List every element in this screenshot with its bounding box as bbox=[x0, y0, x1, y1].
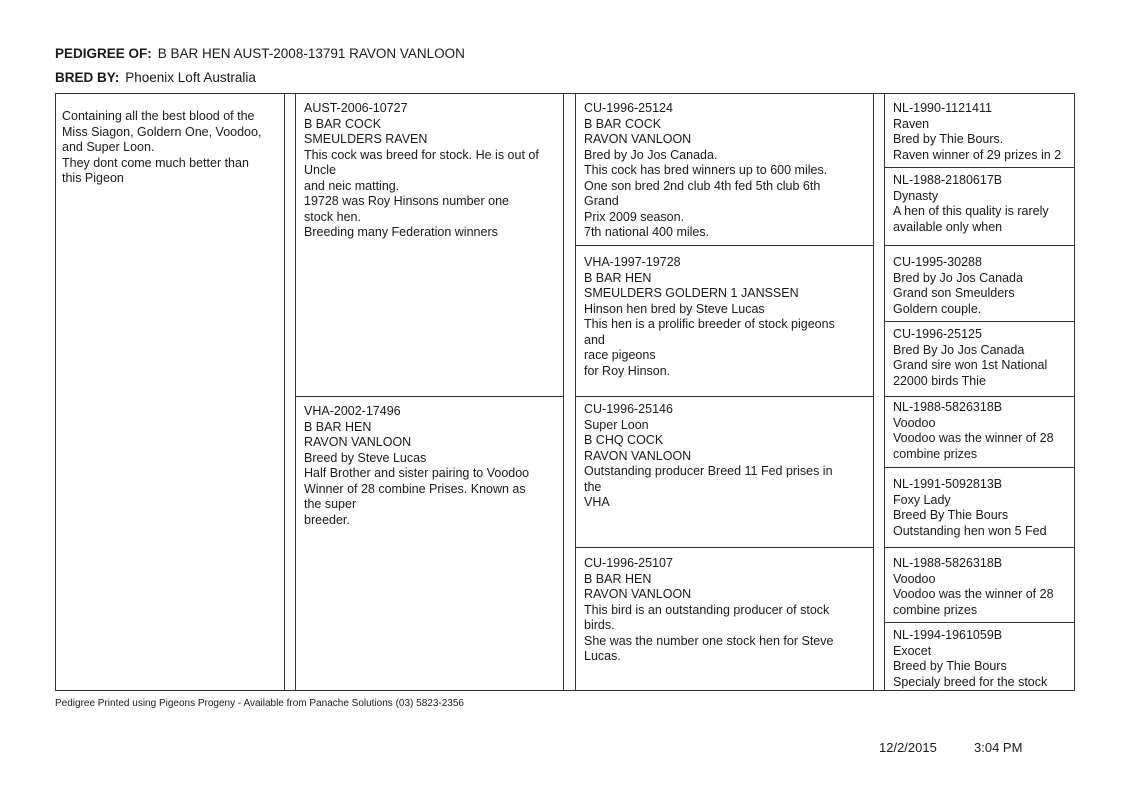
text-line: birds. bbox=[584, 618, 615, 632]
row-divider bbox=[884, 321, 1075, 322]
text-line: B BAR COCK bbox=[584, 116, 662, 131]
text-line: This bird is an outstanding producer of stock bbox=[584, 602, 830, 617]
column-divider bbox=[284, 93, 285, 691]
gen4-cell-7 bbox=[893, 556, 1073, 618]
text-line: NL-1994-1961059B bbox=[893, 628, 1003, 642]
text-line: RAVON VANLOON bbox=[304, 435, 412, 449]
text-line: Exocet bbox=[893, 643, 932, 658]
text-line: AUST-2006-10727 bbox=[304, 101, 408, 115]
text-line: Dynasty bbox=[893, 188, 939, 203]
text-line: SMEULDERS RAVEN bbox=[304, 132, 428, 146]
text-line: Half Brother and sister pairing to Voodoo bbox=[304, 466, 530, 480]
text-line: B CHQ COCK bbox=[584, 433, 664, 447]
text-line: SMEULDERS GOLDERN 1 JANSSEN bbox=[584, 286, 799, 300]
text-line: Super Loon bbox=[584, 417, 649, 432]
text-line: Breed by Thie Bours bbox=[893, 659, 1007, 673]
text-line: Grand bbox=[584, 194, 619, 208]
gen4-cell-4 bbox=[893, 327, 1073, 389]
text-line: This hen is a prolific breeder of stock pigeons bbox=[584, 317, 835, 331]
text-line: Breeding many Federation winners bbox=[304, 225, 498, 239]
text-line: Hinson hen bred by Steve Lucas bbox=[584, 301, 765, 316]
text-line: Breed by Steve Lucas bbox=[304, 450, 427, 465]
text-line: Foxy Lady bbox=[893, 492, 951, 507]
row-divider bbox=[295, 396, 563, 397]
gen4-cell-5 bbox=[893, 400, 1073, 462]
gen4-cell-1 bbox=[893, 101, 1073, 163]
text-line: Bred by Jo Jos Canada. bbox=[584, 147, 718, 162]
gen4-cell-2 bbox=[893, 173, 1073, 235]
text-line: Winner of 28 combine Prises. Known as bbox=[304, 481, 526, 496]
text-line: Uncle bbox=[304, 163, 336, 177]
text-line: Voodoo was the winner of 28 bbox=[893, 431, 1054, 445]
dam-cell bbox=[304, 404, 561, 528]
text-line: 19728 was Roy Hinsons number one bbox=[304, 194, 509, 208]
gen4-cell-6 bbox=[893, 477, 1073, 539]
text-line: NL-1991-5092813B bbox=[893, 477, 1003, 491]
text-line: NL-1990-1121411 bbox=[893, 101, 992, 115]
text-line: Bred By Jo Jos Canada bbox=[893, 342, 1025, 357]
row-divider bbox=[884, 167, 1075, 168]
bred-by-label: BRED BY: bbox=[55, 70, 120, 85]
row-divider bbox=[575, 245, 873, 246]
text-line: NL-1988-2180617B bbox=[893, 173, 1003, 187]
text-line: Prix 2009 season. bbox=[584, 209, 685, 224]
text-line: Voodoo bbox=[893, 571, 936, 586]
text-line: NL-1988-5826318B bbox=[893, 556, 1003, 570]
text-line: CU-1996-25124 bbox=[584, 101, 673, 115]
text-line: B BAR HEN bbox=[584, 270, 652, 285]
text-line: Voodoo was the winner of 28 bbox=[893, 587, 1054, 601]
pedigree-label: PEDIGREE OF: bbox=[55, 46, 152, 61]
text-line: combine prizes bbox=[893, 446, 978, 461]
subject-description bbox=[62, 109, 280, 187]
text-line: stock hen. bbox=[304, 209, 361, 224]
text-line: Voodoo bbox=[893, 415, 936, 430]
divider-tick bbox=[873, 543, 874, 551]
footer-note: Pedigree Printed using Pigeons Progeny - Available from Panache Solutions (03) 5823-2356 bbox=[55, 698, 464, 709]
gen4-cell-8 bbox=[893, 628, 1073, 690]
text-line: 22000 birds Thie bbox=[893, 373, 986, 388]
dam-dam-cell bbox=[584, 556, 871, 665]
bred-by-header bbox=[55, 70, 256, 85]
text-line: NL-1988-5826318B bbox=[893, 400, 1003, 414]
text-line: Miss Siagon, Goldern One, Voodoo, bbox=[62, 124, 262, 139]
text-line: Bred by Jo Jos Canada bbox=[893, 270, 1023, 285]
text-line: RAVON VANLOON bbox=[584, 587, 692, 601]
column-divider bbox=[563, 93, 564, 691]
text-line: This cock has bred winners up to 600 miles. bbox=[584, 163, 828, 177]
text-line: Outstanding hen won 5 Fed bbox=[893, 523, 1047, 538]
text-line: Specialy breed for the stock bbox=[893, 674, 1048, 689]
text-line: B BAR HEN bbox=[304, 419, 372, 434]
text-line: race pigeons bbox=[584, 348, 656, 362]
dam-sire-cell bbox=[584, 402, 871, 511]
text-line: available only when bbox=[893, 219, 1003, 234]
sire-sire-cell bbox=[584, 101, 871, 241]
text-line: Lucas. bbox=[584, 649, 621, 663]
text-line: This cock was breed for stock. He is out of bbox=[304, 147, 539, 162]
text-line: Grand son Smeulders bbox=[893, 286, 1015, 300]
column-divider bbox=[295, 93, 296, 691]
text-line: for Roy Hinson. bbox=[584, 363, 671, 378]
text-line: RAVON VANLOON bbox=[584, 132, 692, 146]
text-line: RAVON VANLOON bbox=[584, 448, 692, 463]
text-line: and Super Loon. bbox=[62, 140, 155, 154]
text-line: They dont come much better than bbox=[62, 155, 249, 170]
pedigree-header bbox=[55, 46, 465, 61]
text-line: Grand sire won 1st National bbox=[893, 358, 1048, 372]
row-divider bbox=[575, 547, 873, 548]
row-divider bbox=[575, 396, 873, 397]
divider-tick bbox=[873, 241, 874, 249]
print-date: 12/2/2015 bbox=[879, 740, 937, 755]
pedigree-value: B BAR HEN AUST-2008-13791 RAVON VANLOON bbox=[157, 46, 465, 61]
text-line: VHA bbox=[584, 495, 610, 509]
text-line: Breed By Thie Bours bbox=[893, 508, 1009, 522]
text-line: Raven winner of 29 prizes in 2 bbox=[893, 147, 1062, 162]
text-line: CU-1996-25107 bbox=[584, 556, 673, 570]
text-line: A hen of this quality is rarely bbox=[893, 204, 1049, 218]
text-line: the super bbox=[304, 497, 357, 511]
text-line: She was the number one stock hen for Steve bbox=[584, 633, 834, 648]
text-line: Bred by Thie Bours. bbox=[893, 132, 1004, 146]
bred-by-value: Phoenix Loft Australia bbox=[125, 70, 256, 85]
text-line: combine prizes bbox=[893, 602, 978, 617]
text-line: and bbox=[584, 332, 605, 347]
text-line: VHA-1997-19728 bbox=[584, 255, 681, 269]
row-divider bbox=[884, 547, 1075, 548]
text-line: Containing all the best blood of the bbox=[62, 109, 255, 123]
row-divider bbox=[884, 467, 1075, 468]
text-line: Goldern couple. bbox=[893, 301, 982, 316]
print-time: 3:04 PM bbox=[974, 740, 1023, 755]
text-line: CU-1996-25146 bbox=[584, 402, 673, 416]
column-divider bbox=[884, 93, 885, 691]
divider-tick bbox=[873, 392, 874, 400]
row-divider bbox=[884, 622, 1075, 623]
text-line: Outstanding producer Breed 11 Fed prises in bbox=[584, 464, 833, 478]
sire-cell bbox=[304, 101, 561, 241]
text-line: B BAR COCK bbox=[304, 116, 382, 131]
text-line: and neic matting. bbox=[304, 178, 400, 193]
text-line: 7th national 400 miles. bbox=[584, 225, 710, 239]
gen4-cell-3 bbox=[893, 255, 1073, 317]
row-divider bbox=[884, 396, 1075, 397]
text-line: B BAR HEN bbox=[584, 571, 652, 586]
text-line: Raven bbox=[893, 116, 930, 131]
text-line: VHA-2002-17496 bbox=[304, 404, 401, 418]
text-line: the bbox=[584, 479, 602, 494]
text-line: breeder. bbox=[304, 512, 350, 527]
text-line: CU-1996-25125 bbox=[893, 327, 982, 341]
text-line: this Pigeon bbox=[62, 171, 124, 185]
column-divider bbox=[575, 93, 576, 691]
row-divider bbox=[884, 245, 1075, 246]
sire-dam-cell bbox=[584, 255, 871, 379]
text-line: CU-1995-30288 bbox=[893, 255, 982, 269]
text-line: One son bred 2nd club 4th fed 5th club 6th bbox=[584, 178, 821, 193]
